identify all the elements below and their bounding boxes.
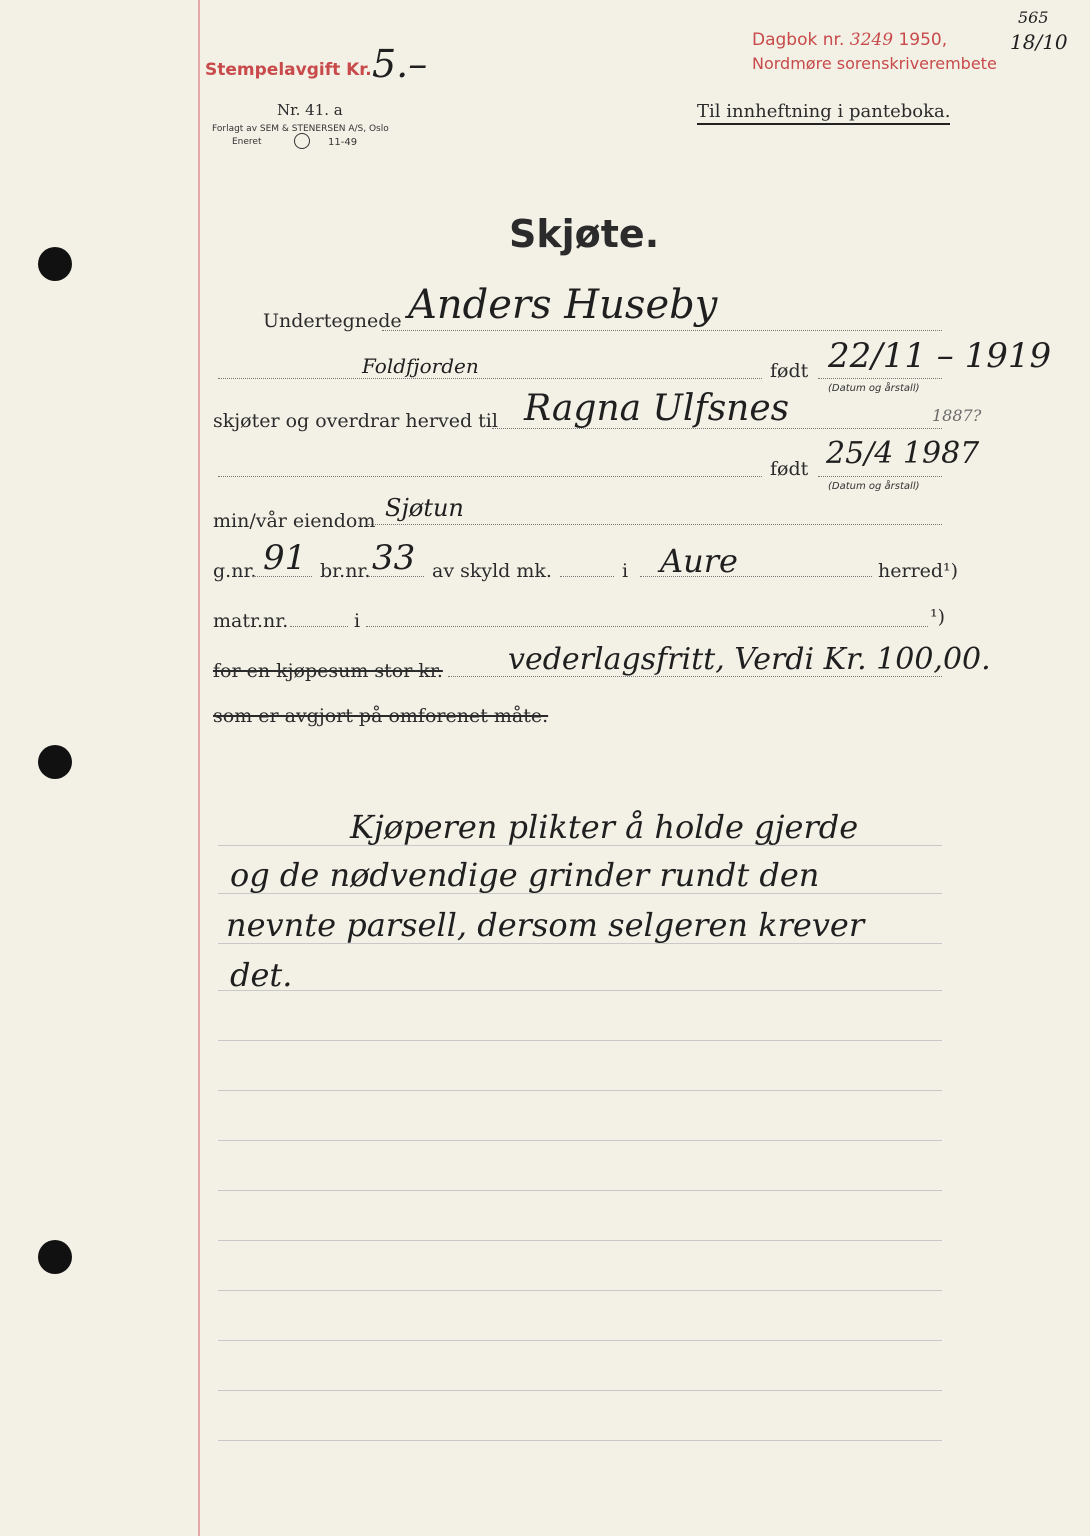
seller-place: Foldfjorden (362, 354, 479, 378)
i-label: i (622, 560, 629, 582)
seller-birth: 22/11 – 1919 (828, 336, 1052, 376)
price-value: vederlagsfritt, Verdi Kr. 100,00. (508, 642, 991, 677)
publisher-eneret: Eneret (232, 137, 262, 147)
gnr-value: 91 (263, 538, 307, 578)
herred-label: herred¹) (878, 560, 959, 582)
buyer-extra-line (218, 476, 762, 477)
seller-name: Anders Huseby (408, 282, 718, 328)
brnr-value: 33 (372, 538, 416, 578)
property-label: min/vår eiendom (213, 510, 376, 532)
dagbok-stamp (752, 30, 947, 50)
ruled-line (218, 1440, 942, 1441)
property-name: Sjøtun (385, 494, 464, 522)
transfer-label: skjøter og overdrar herved til (213, 410, 498, 432)
brnr-label: br.nr. (320, 560, 371, 582)
punch-hole (38, 247, 72, 281)
filing-note: Til innheftning i panteboka. (697, 101, 950, 125)
matr-line (290, 626, 348, 627)
clause-line: og de nødvendige grinder rundt den (230, 856, 820, 894)
publisher-line: Forlagt av SEM & STENERSEN A/S, Oslo (212, 124, 389, 134)
publisher-logo (294, 133, 310, 149)
corner-number: 565 (1018, 8, 1049, 27)
date-hint: (Datum og årstall) (828, 481, 920, 492)
punch-hole (38, 1240, 72, 1274)
municipality: Aure (660, 542, 738, 580)
ruled-line (218, 1140, 942, 1141)
born-label: født (770, 458, 809, 480)
born-label: født (770, 360, 809, 382)
matr-label: matr.nr. (213, 610, 289, 632)
form-number: Nr. 41. a (277, 101, 343, 119)
skyld-line (560, 576, 614, 577)
dagbok-number: 3249 (849, 30, 894, 50)
date-hint: (Datum og årstall) (828, 383, 920, 394)
dagbok-prefix: Dagbok nr. (752, 30, 845, 50)
buyer-birth-line (818, 476, 942, 477)
stamp-duty-value: 5.– (372, 42, 428, 86)
ruled-line (218, 1340, 942, 1341)
clause-line: det. (230, 956, 293, 994)
stamp-duty-label: Stempelavgift Kr. (205, 60, 372, 80)
ruled-line (218, 1390, 942, 1391)
ruled-line (218, 1040, 942, 1041)
buyer-birth: 25/4 1987 (826, 436, 980, 471)
undertegnede-label: Undertegnede (263, 310, 402, 332)
dagbok-date: 18/10 (1010, 30, 1068, 54)
clause-line: Kjøperen plikter å holde gjerde (350, 808, 859, 846)
punch-hole (38, 745, 72, 779)
publisher-code: 11-49 (328, 137, 358, 148)
skyld-label: av skyld mk. (432, 560, 552, 582)
dagbok-office: Nordmøre sorenskriverembete (752, 54, 997, 73)
ruled-line (218, 1290, 942, 1291)
ruled-line (218, 1190, 942, 1191)
buyer-year-note: 1887? (932, 406, 982, 425)
ruled-line (218, 1090, 942, 1091)
buyer-name: Ragna Ulfsnes (524, 388, 790, 429)
margin-line (198, 0, 200, 1536)
ruled-line (218, 1240, 942, 1241)
matr-i-label: i (354, 610, 361, 632)
matr-footnote: ¹) (930, 606, 946, 628)
matr-place-line (366, 626, 928, 627)
price-label: for en kjøpesum stor kr. (213, 660, 443, 682)
seller-place-line (218, 378, 762, 379)
document-title: Skjøte. (509, 212, 660, 256)
seller-birth-line (818, 378, 942, 379)
ruled-line (218, 990, 942, 991)
settled-label: som er avgjort på omforenet måte. (213, 705, 549, 727)
dagbok-year: 1950, (898, 30, 948, 50)
clause-line: nevnte parsell, dersom selgeren krever (226, 906, 865, 944)
seller-line (382, 330, 942, 331)
gnr-label: g.nr. (213, 560, 257, 582)
property-line (368, 524, 942, 525)
